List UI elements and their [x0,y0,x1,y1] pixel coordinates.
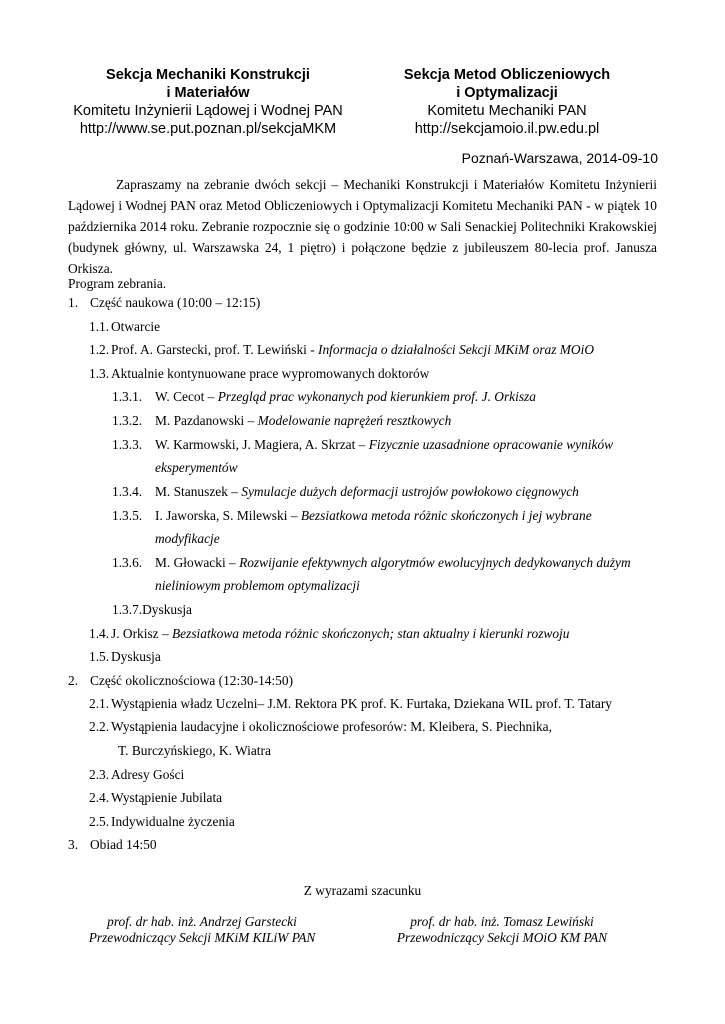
program-item-1-3: 1.3. Aktualnie kontynuowane prace wypromowanych doktorów [89,366,430,381]
program-item-1-4: 1.4. J. Orkisz – Bezsiatkowa metoda różnic skończonych; stan aktualny i kierunki rozwoju [89,626,570,641]
left-section-title-2: i Materiałów [166,85,250,101]
program-item-1-3-7: 1.3.7.Dyskusja [112,602,192,617]
program-item-1-3-5: 1.3.5. I. Jaworska, S. Milewski – Bezsiatkowa metoda różnic skończonych i jej wybrane [112,508,592,523]
program-item-1-2: 1.2. Prof. A. Garstecki, prof. T. Lewiński - Informacja o działalności Sekcji MKiM oraz MOiO [89,342,594,357]
right-committee: Komitetu Mechaniki PAN [427,103,587,119]
header-right [352,66,662,138]
program-item-3: 3. Obiad 14:50 [68,837,157,852]
program-item-1-3-6-continued: nieliniowym problemom optymalizacji [155,578,360,593]
left-url: http://www.se.put.poznan.pl/sekcjaMKM [79,121,337,137]
right-url: http://sekcjamoio.il.pw.edu.pl [414,121,600,137]
closing-greeting: Z wyrazami szacunku [303,883,422,898]
left-committee: Komitetu Inżynierii Lądowej i Wodnej PAN [73,103,343,119]
left-section-title-1: Sekcja Mechaniki Konstrukcji [106,67,310,83]
program-item-1-3-4: 1.3.4. M. Stanuszek – Symulacje dużych deformacji ustrojów powłokowo cięgnowych [112,484,579,499]
program-item-1: 1. Część naukowa (10:00 – 12:15) [68,295,261,310]
right-section-title-2: i Optymalizacji [456,85,558,101]
program-item-2-2-continued: T. Burczyńskiego, K. Wiatra [118,743,271,758]
program-item-1-5: 1.5. Dyskusja [89,649,161,664]
program-item-2-3: 2.3. Adresy Gości [89,767,185,782]
signature-right [352,914,652,946]
header-left [48,66,368,138]
program-item-1-3-3-continued: eksperymentów [155,460,238,475]
program-title: Program zebrania. [68,276,167,291]
program-item-1-1: 1.1. Otwarcie [89,319,161,334]
intro-paragraph: Zapraszamy na zebranie dwóch sekcji – Mechaniki Konstrukcji i Materiałów Komitetu Inżynierii Lądowej i Wodnej PAN oraz Metod Obliczeniowych i Optymalizacji Komitetu Mechaniki PAN - w piątek 10 października 2014 roku. Zebranie rozpocznie się o godzinie 10:00 w Sali Senackiej Politechniki Krakowskiej (budynek główny, ul. Warszawska 24, 1 piętro) i połączone będzie z jubileuszem 80-lecia prof. Janusza Orkisza. [68,177,657,276]
program-item-2-1: 2.1. Wystąpienia władz Uczelni– J.M. Rektora PK prof. K. Furtaka, Dziekana WIL prof. T. Tatary [89,696,612,711]
program-item-2-4: 2.4. Wystąpienie Jubilata [89,790,223,805]
program-item-2-5: 2.5. Indywidualne życzenia [89,814,235,829]
program-item-1-3-6: 1.3.6. M. Głowacki – Rozwijanie efektywnych algorytmów ewolucyjnych dedykowanych dużym [112,555,631,570]
signature-left-name: prof. dr hab. inż. Andrzej Garstecki [107,914,297,929]
program-item-2-2: 2.2. Wystąpienia laudacyjne i okolicznościowe profesorów: M. Kleibera, S. Piechnika, [89,719,552,734]
signature-left [52,914,352,946]
program-item-1-3-2: 1.3.2. M. Pazdanowski – Modelowanie naprężeń resztkowych [112,413,452,428]
signature-left-role: Przewodniczący Sekcji MKiM KILiW PAN [88,930,316,945]
signature-right-role: Przewodniczący Sekcji MOiO KM PAN [396,930,608,945]
program-item-1-3-5-continued: modyfikacje [155,531,220,546]
right-section-title-1: Sekcja Metod Obliczeniowych [403,67,611,83]
program-item-1-3-1: 1.3.1. W. Cecot – Przegląd prac wykonanych pod kierunkiem prof. J. Orkisza [112,389,536,404]
date-line: Poznań-Warszawa, 2014-09-10 [461,150,658,166]
signature-right-name: prof. dr hab. inż. Tomasz Lewiński [410,914,594,929]
program-item-2: 2. Część okolicznościowa (12:30-14:50) [68,673,294,688]
program-item-1-3-3: 1.3.3. W. Karmowski, J. Magiera, A. Skrzat – Fizycznie uzasadnione opracowanie wyników [112,437,614,452]
